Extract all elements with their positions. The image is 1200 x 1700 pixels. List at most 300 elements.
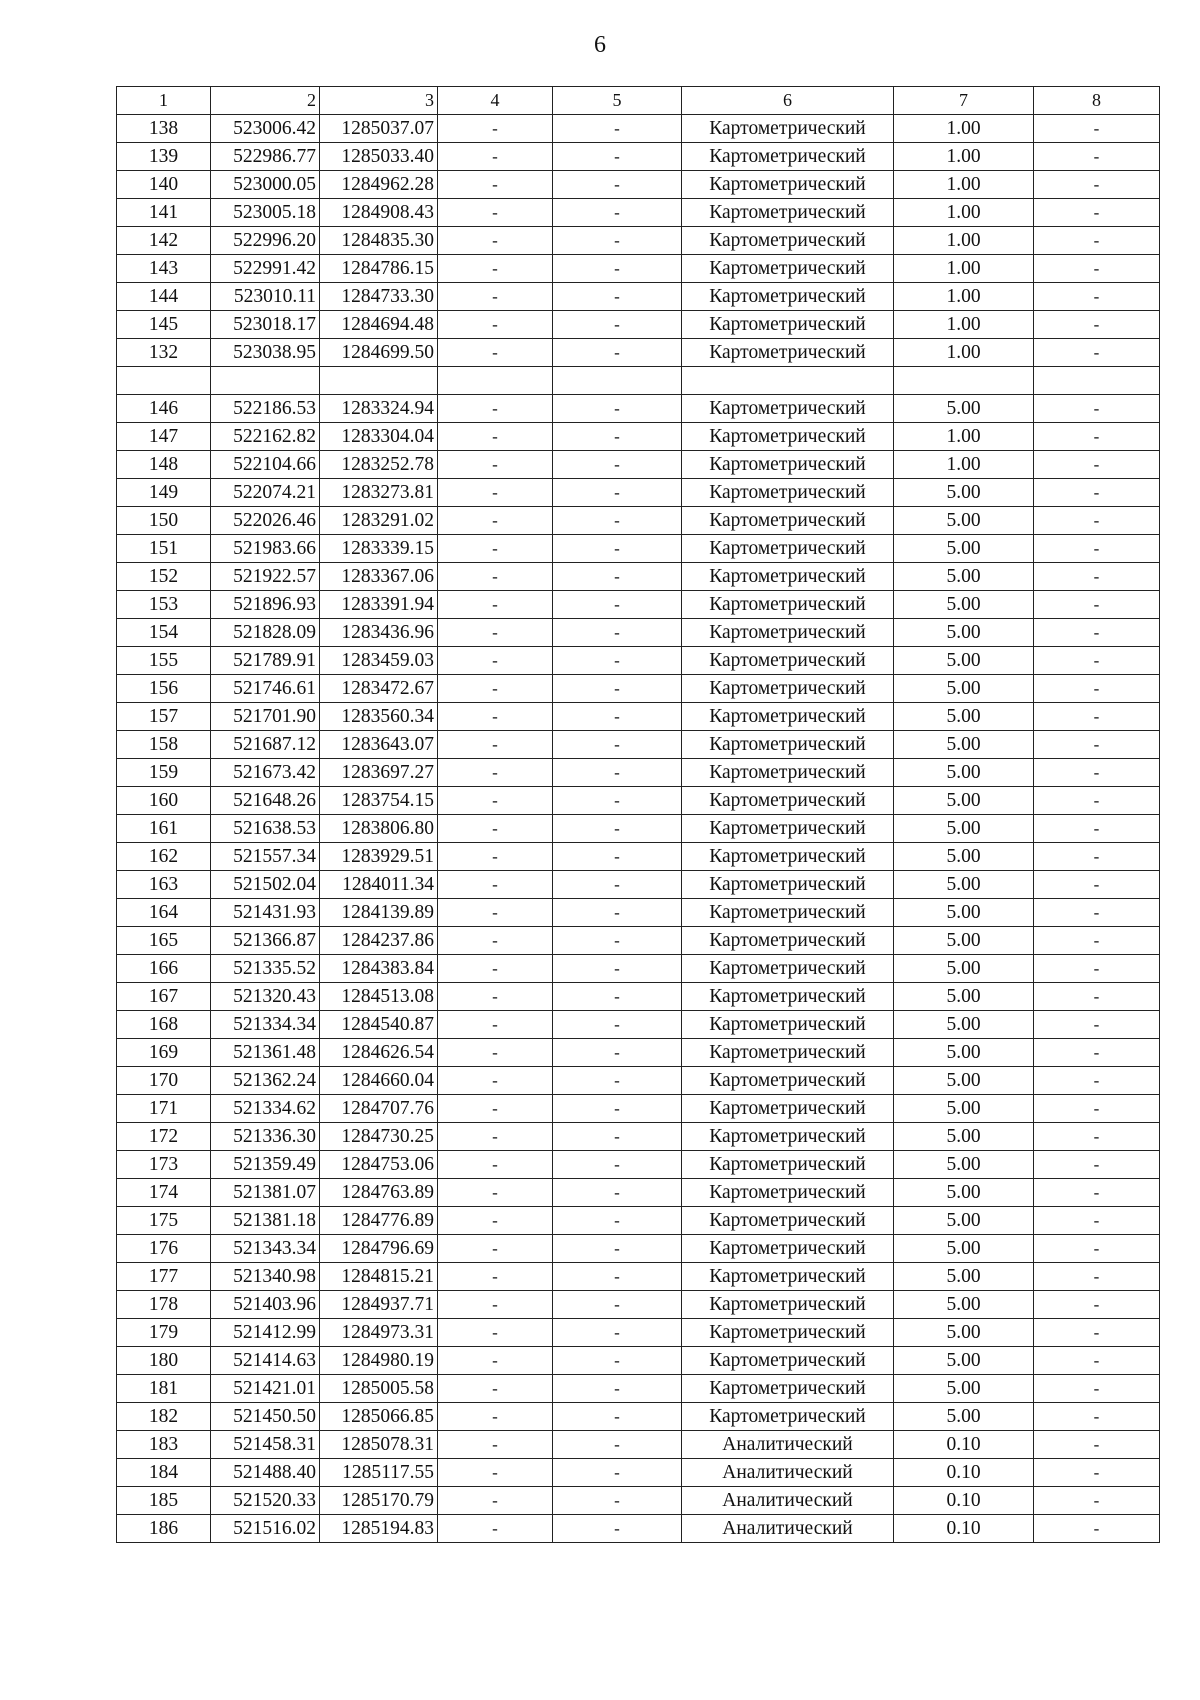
table-cell: -: [438, 1458, 553, 1486]
table-cell: 1284980.19: [320, 1346, 438, 1374]
table-row: [117, 478, 1160, 506]
table-cell: Картометрический: [682, 926, 894, 954]
table-cell: 521381.07: [211, 1178, 320, 1206]
table-cell: [553, 367, 682, 395]
table-cell: 156: [117, 674, 211, 702]
table-cell: 5.00: [894, 1094, 1034, 1122]
table-cell: 523038.95: [211, 339, 320, 367]
table-cell: 163: [117, 870, 211, 898]
table-cell: 521458.31: [211, 1430, 320, 1458]
table-cell: -: [553, 954, 682, 982]
table-cell: -: [1034, 1430, 1160, 1458]
table-cell: -: [438, 1346, 553, 1374]
table-cell: -: [438, 982, 553, 1010]
table-cell: -: [553, 255, 682, 283]
table-cell: Картометрический: [682, 227, 894, 255]
table-cell: 1284973.31: [320, 1318, 438, 1346]
table-cell: -: [1034, 646, 1160, 674]
table-cell: Картометрический: [682, 954, 894, 982]
table-cell: -: [1034, 1206, 1160, 1234]
table-cell: -: [438, 730, 553, 758]
table-cell: 0.10: [894, 1486, 1034, 1514]
table-cell: 139: [117, 143, 211, 171]
table-cell: 146: [117, 394, 211, 422]
table-cell: 1285078.31: [320, 1430, 438, 1458]
table-cell: 1284707.76: [320, 1094, 438, 1122]
table-cell: -: [1034, 1094, 1160, 1122]
table-cell: -: [438, 534, 553, 562]
table-cell: Картометрический: [682, 590, 894, 618]
table-cell: -: [438, 1206, 553, 1234]
table-cell: 1284937.71: [320, 1290, 438, 1318]
table-row: [117, 1486, 1160, 1514]
table-cell: -: [1034, 870, 1160, 898]
table-cell: 1284763.89: [320, 1178, 438, 1206]
table-cell: 1284660.04: [320, 1066, 438, 1094]
table-row: [117, 1346, 1160, 1374]
table-cell: -: [438, 562, 553, 590]
table-row: [117, 1514, 1160, 1542]
table-cell: -: [553, 1262, 682, 1290]
table-row: [117, 1066, 1160, 1094]
table-cell: -: [438, 1486, 553, 1514]
table-cell: -: [553, 646, 682, 674]
table-cell: 1.00: [894, 422, 1034, 450]
table-cell: -: [1034, 758, 1160, 786]
table-cell: 1284796.69: [320, 1234, 438, 1262]
table-cell: Картометрический: [682, 1066, 894, 1094]
table-cell: -: [553, 1402, 682, 1430]
table-cell: 5.00: [894, 898, 1034, 926]
table-cell: -: [438, 926, 553, 954]
table-cell: -: [438, 1178, 553, 1206]
table-cell: -: [1034, 1178, 1160, 1206]
table-cell: 1284513.08: [320, 982, 438, 1010]
table-cell: 1283304.04: [320, 422, 438, 450]
table-cell: 521320.43: [211, 982, 320, 1010]
table-cell: 521983.66: [211, 534, 320, 562]
table-cell: Картометрический: [682, 1290, 894, 1318]
table-cell: -: [1034, 618, 1160, 646]
table-cell: Картометрический: [682, 618, 894, 646]
table-cell: 5.00: [894, 590, 1034, 618]
table-cell: Картометрический: [682, 1374, 894, 1402]
table-cell: 5.00: [894, 1234, 1034, 1262]
table-cell: 1283367.06: [320, 562, 438, 590]
table-cell: Картометрический: [682, 1402, 894, 1430]
table-row: [117, 590, 1160, 618]
table-cell: 1284139.89: [320, 898, 438, 926]
table-cell: 153: [117, 590, 211, 618]
table-cell: 170: [117, 1066, 211, 1094]
table-cell: Картометрический: [682, 1010, 894, 1038]
table-cell: Картометрический: [682, 1150, 894, 1178]
table-row: [117, 450, 1160, 478]
table-cell: 5.00: [894, 674, 1034, 702]
table-cell: 521431.93: [211, 898, 320, 926]
table-cell: 521414.63: [211, 1346, 320, 1374]
table-cell: Картометрический: [682, 1178, 894, 1206]
table-cell: 521421.01: [211, 1374, 320, 1402]
table-cell: 171: [117, 1094, 211, 1122]
table-row: [117, 982, 1160, 1010]
table-cell: 521638.53: [211, 814, 320, 842]
table-cell: Картометрический: [682, 339, 894, 367]
table-cell: 5.00: [894, 758, 1034, 786]
table-cell: 179: [117, 1318, 211, 1346]
table-cell: 5.00: [894, 982, 1034, 1010]
table-cell: 162: [117, 842, 211, 870]
table-cell: 0.10: [894, 1514, 1034, 1542]
table-cell: -: [553, 758, 682, 786]
table-cell: Картометрический: [682, 1234, 894, 1262]
table-cell: -: [438, 199, 553, 227]
table-cell: 5.00: [894, 842, 1034, 870]
table-cell: -: [438, 1430, 553, 1458]
table-cell: Аналитический: [682, 1458, 894, 1486]
table-row: [117, 534, 1160, 562]
table-cell: -: [1034, 1038, 1160, 1066]
table-row: [117, 646, 1160, 674]
table-cell: 5.00: [894, 1290, 1034, 1318]
table-cell: -: [1034, 422, 1160, 450]
table-cell: -: [438, 339, 553, 367]
table-cell: -: [553, 1318, 682, 1346]
table-cell: 1283754.15: [320, 786, 438, 814]
table-cell: 175: [117, 1206, 211, 1234]
table-cell: 151: [117, 534, 211, 562]
table-cell: 185: [117, 1486, 211, 1514]
table-cell: Аналитический: [682, 1486, 894, 1514]
table-cell: 155: [117, 646, 211, 674]
table-cell: -: [438, 422, 553, 450]
table-cell: 174: [117, 1178, 211, 1206]
table-cell: 522026.46: [211, 506, 320, 534]
table-cell: Картометрический: [682, 982, 894, 1010]
table-cell: 522162.82: [211, 422, 320, 450]
table-header: [117, 87, 1160, 115]
table-cell: -: [1034, 702, 1160, 730]
table-cell: -: [553, 283, 682, 311]
table-cell: 132: [117, 339, 211, 367]
table-cell: -: [553, 562, 682, 590]
table-cell: 157: [117, 702, 211, 730]
table-cell: [320, 367, 438, 395]
table-cell: 1284383.84: [320, 954, 438, 982]
table-cell: 1284815.21: [320, 1262, 438, 1290]
table-cell: -: [1034, 1486, 1160, 1514]
table-cell: 0.10: [894, 1458, 1034, 1486]
table-cell: 521701.90: [211, 702, 320, 730]
table-cell: 180: [117, 1346, 211, 1374]
table-cell: -: [438, 1514, 553, 1542]
table-cell: 161: [117, 814, 211, 842]
table-cell: 5.00: [894, 506, 1034, 534]
table-cell: [1034, 367, 1160, 395]
table-cell: 521896.93: [211, 590, 320, 618]
table-cell: 521828.09: [211, 618, 320, 646]
table-cell: 1284776.89: [320, 1206, 438, 1234]
table-cell: -: [1034, 1318, 1160, 1346]
table-cell: Картометрический: [682, 255, 894, 283]
table-cell: Картометрический: [682, 870, 894, 898]
table-cell: -: [553, 982, 682, 1010]
table-cell: -: [438, 814, 553, 842]
table-cell: -: [438, 842, 553, 870]
table-cell: -: [553, 339, 682, 367]
table-row: [117, 394, 1160, 422]
table-cell: 523010.11: [211, 283, 320, 311]
table-cell: -: [438, 506, 553, 534]
table-cell: -: [553, 143, 682, 171]
table-cell: 5.00: [894, 870, 1034, 898]
table-cell: -: [553, 1038, 682, 1066]
table-cell: -: [553, 1514, 682, 1542]
table-cell: -: [438, 702, 553, 730]
table-cell: -: [553, 926, 682, 954]
table-cell: Картометрический: [682, 702, 894, 730]
table-cell: -: [553, 898, 682, 926]
table-cell: 523005.18: [211, 199, 320, 227]
table-cell: -: [553, 1346, 682, 1374]
table-row: [117, 618, 1160, 646]
table-cell: Картометрический: [682, 506, 894, 534]
table-cell: 1283459.03: [320, 646, 438, 674]
table-cell: Картометрический: [682, 283, 894, 311]
table-cell: -: [553, 1234, 682, 1262]
table-cell: [211, 367, 320, 395]
table-cell: 521335.52: [211, 954, 320, 982]
column-header-4: 4: [438, 87, 553, 115]
table-cell: -: [553, 1094, 682, 1122]
table-cell: 168: [117, 1010, 211, 1038]
table-cell: -: [1034, 730, 1160, 758]
table-cell: 5.00: [894, 618, 1034, 646]
table-cell: 521362.24: [211, 1066, 320, 1094]
table-cell: 521789.91: [211, 646, 320, 674]
table-cell: 523018.17: [211, 311, 320, 339]
table-cell: 1283560.34: [320, 702, 438, 730]
table-cell: -: [438, 311, 553, 339]
table-cell: -: [1034, 478, 1160, 506]
table-cell: 5.00: [894, 1038, 1034, 1066]
table-cell: 1283291.02: [320, 506, 438, 534]
table-cell: -: [438, 1290, 553, 1318]
column-header-8: 8: [1034, 87, 1160, 115]
table-cell: -: [438, 1094, 553, 1122]
table-cell: -: [553, 1290, 682, 1318]
table-cell: [894, 367, 1034, 395]
table-row: [117, 227, 1160, 255]
table-cell: 1284733.30: [320, 283, 438, 311]
table-cell: -: [553, 1206, 682, 1234]
table-cell: 521403.96: [211, 1290, 320, 1318]
table-cell: -: [1034, 534, 1160, 562]
table-cell: -: [553, 1178, 682, 1206]
table-cell: 521516.02: [211, 1514, 320, 1542]
table-cell: -: [553, 311, 682, 339]
table-cell: 5.00: [894, 926, 1034, 954]
table-cell: 1283324.94: [320, 394, 438, 422]
table-cell: -: [1034, 842, 1160, 870]
table-cell: 1.00: [894, 339, 1034, 367]
table-row: [117, 1038, 1160, 1066]
table-cell: 521746.61: [211, 674, 320, 702]
table-cell: Картометрический: [682, 646, 894, 674]
table-cell: 1284908.43: [320, 199, 438, 227]
table-cell: -: [553, 590, 682, 618]
table-cell: 1.00: [894, 311, 1034, 339]
table-cell: 5.00: [894, 1178, 1034, 1206]
table-cell: -: [1034, 1514, 1160, 1542]
table-cell: 5.00: [894, 814, 1034, 842]
table-cell: -: [438, 590, 553, 618]
table-cell: -: [438, 758, 553, 786]
table-cell: 5.00: [894, 478, 1034, 506]
table-cell: -: [438, 870, 553, 898]
column-header-5: 5: [553, 87, 682, 115]
table-cell: 523006.42: [211, 115, 320, 143]
table-cell: 1285066.85: [320, 1402, 438, 1430]
table-cell: 1285117.55: [320, 1458, 438, 1486]
table-cell: 177: [117, 1262, 211, 1290]
table-cell: 1285037.07: [320, 115, 438, 143]
page-number: 6: [594, 32, 606, 58]
table-cell: [117, 367, 211, 395]
table-cell: 1284237.86: [320, 926, 438, 954]
table-cell: -: [438, 954, 553, 982]
table-cell: 172: [117, 1122, 211, 1150]
table-cell: 522074.21: [211, 478, 320, 506]
table-cell: 158: [117, 730, 211, 758]
table-cell: Картометрический: [682, 674, 894, 702]
table-cell: -: [1034, 1458, 1160, 1486]
table-cell: -: [553, 1430, 682, 1458]
table-cell: -: [553, 227, 682, 255]
table-row: [117, 1374, 1160, 1402]
table-cell: -: [1034, 1010, 1160, 1038]
table-row: [117, 339, 1160, 367]
table-cell: -: [1034, 926, 1160, 954]
table-body: [117, 115, 1160, 1543]
table-cell: 521673.42: [211, 758, 320, 786]
table-cell: Картометрический: [682, 730, 894, 758]
table-cell: -: [553, 702, 682, 730]
table-cell: Картометрический: [682, 422, 894, 450]
table-cell: -: [438, 1038, 553, 1066]
table-row: [117, 1010, 1160, 1038]
table-cell: 5.00: [894, 534, 1034, 562]
table-cell: -: [1034, 898, 1160, 926]
table-cell: 181: [117, 1374, 211, 1402]
table-cell: Картометрический: [682, 1038, 894, 1066]
table-cell: -: [438, 115, 553, 143]
table-cell: -: [438, 1262, 553, 1290]
table-cell: 184: [117, 1458, 211, 1486]
table-row: [117, 954, 1160, 982]
table-cell: -: [553, 1374, 682, 1402]
table-cell: -: [438, 478, 553, 506]
table-cell: Картометрический: [682, 1318, 894, 1346]
table-cell: -: [438, 898, 553, 926]
table-cell: 1.00: [894, 199, 1034, 227]
table-cell: -: [553, 1010, 682, 1038]
table-cell: 147: [117, 422, 211, 450]
table-cell: 521381.18: [211, 1206, 320, 1234]
table-cell: 165: [117, 926, 211, 954]
table-cell: 1283929.51: [320, 842, 438, 870]
table-cell: 169: [117, 1038, 211, 1066]
table-cell: 522991.42: [211, 255, 320, 283]
table-cell: -: [1034, 450, 1160, 478]
table-cell: -: [1034, 283, 1160, 311]
table-cell: -: [1034, 115, 1160, 143]
table-cell: 5.00: [894, 1122, 1034, 1150]
table-cell: 521359.49: [211, 1150, 320, 1178]
table-cell: -: [1034, 394, 1160, 422]
table-cell: -: [553, 394, 682, 422]
table-row: [117, 674, 1160, 702]
table-cell: 143: [117, 255, 211, 283]
table-cell: 1285033.40: [320, 143, 438, 171]
table-cell: -: [1034, 1346, 1160, 1374]
table-cell: 5.00: [894, 1346, 1034, 1374]
table-row: [117, 422, 1160, 450]
table-cell: 144: [117, 283, 211, 311]
table-row: [117, 283, 1160, 311]
table-cell: -: [438, 394, 553, 422]
table-cell: -: [1034, 814, 1160, 842]
table-cell: 5.00: [894, 394, 1034, 422]
table-cell: 5.00: [894, 702, 1034, 730]
table-cell: Картометрический: [682, 1122, 894, 1150]
table-cell: 1284540.87: [320, 1010, 438, 1038]
table-cell: -: [438, 618, 553, 646]
table-cell: 1285005.58: [320, 1374, 438, 1402]
column-header-2: 2: [211, 87, 320, 115]
table-cell: 1284699.50: [320, 339, 438, 367]
table-cell: 1283391.94: [320, 590, 438, 618]
table-cell: -: [1034, 199, 1160, 227]
table-cell: Картометрический: [682, 450, 894, 478]
table-cell: 522996.20: [211, 227, 320, 255]
table-cell: Картометрический: [682, 143, 894, 171]
table-cell: -: [553, 171, 682, 199]
table-cell: 176: [117, 1234, 211, 1262]
table-cell: 521687.12: [211, 730, 320, 758]
table-cell: -: [553, 618, 682, 646]
table-row: [117, 1262, 1160, 1290]
table-cell: 0.10: [894, 1430, 1034, 1458]
table-row: [117, 786, 1160, 814]
table-cell: Картометрический: [682, 534, 894, 562]
table-row: [117, 1458, 1160, 1486]
column-header-1: 1: [117, 87, 211, 115]
table-cell: 152: [117, 562, 211, 590]
table-cell: 1.00: [894, 227, 1034, 255]
table-cell: 1283697.27: [320, 758, 438, 786]
table-cell: 521334.62: [211, 1094, 320, 1122]
table-cell: Аналитический: [682, 1430, 894, 1458]
table-cell: -: [438, 1374, 553, 1402]
table-row: [117, 255, 1160, 283]
table-cell: 154: [117, 618, 211, 646]
table-cell: -: [1034, 954, 1160, 982]
table-cell: 167: [117, 982, 211, 1010]
table-cell: [438, 367, 553, 395]
table-cell: -: [1034, 255, 1160, 283]
table-cell: 5.00: [894, 730, 1034, 758]
